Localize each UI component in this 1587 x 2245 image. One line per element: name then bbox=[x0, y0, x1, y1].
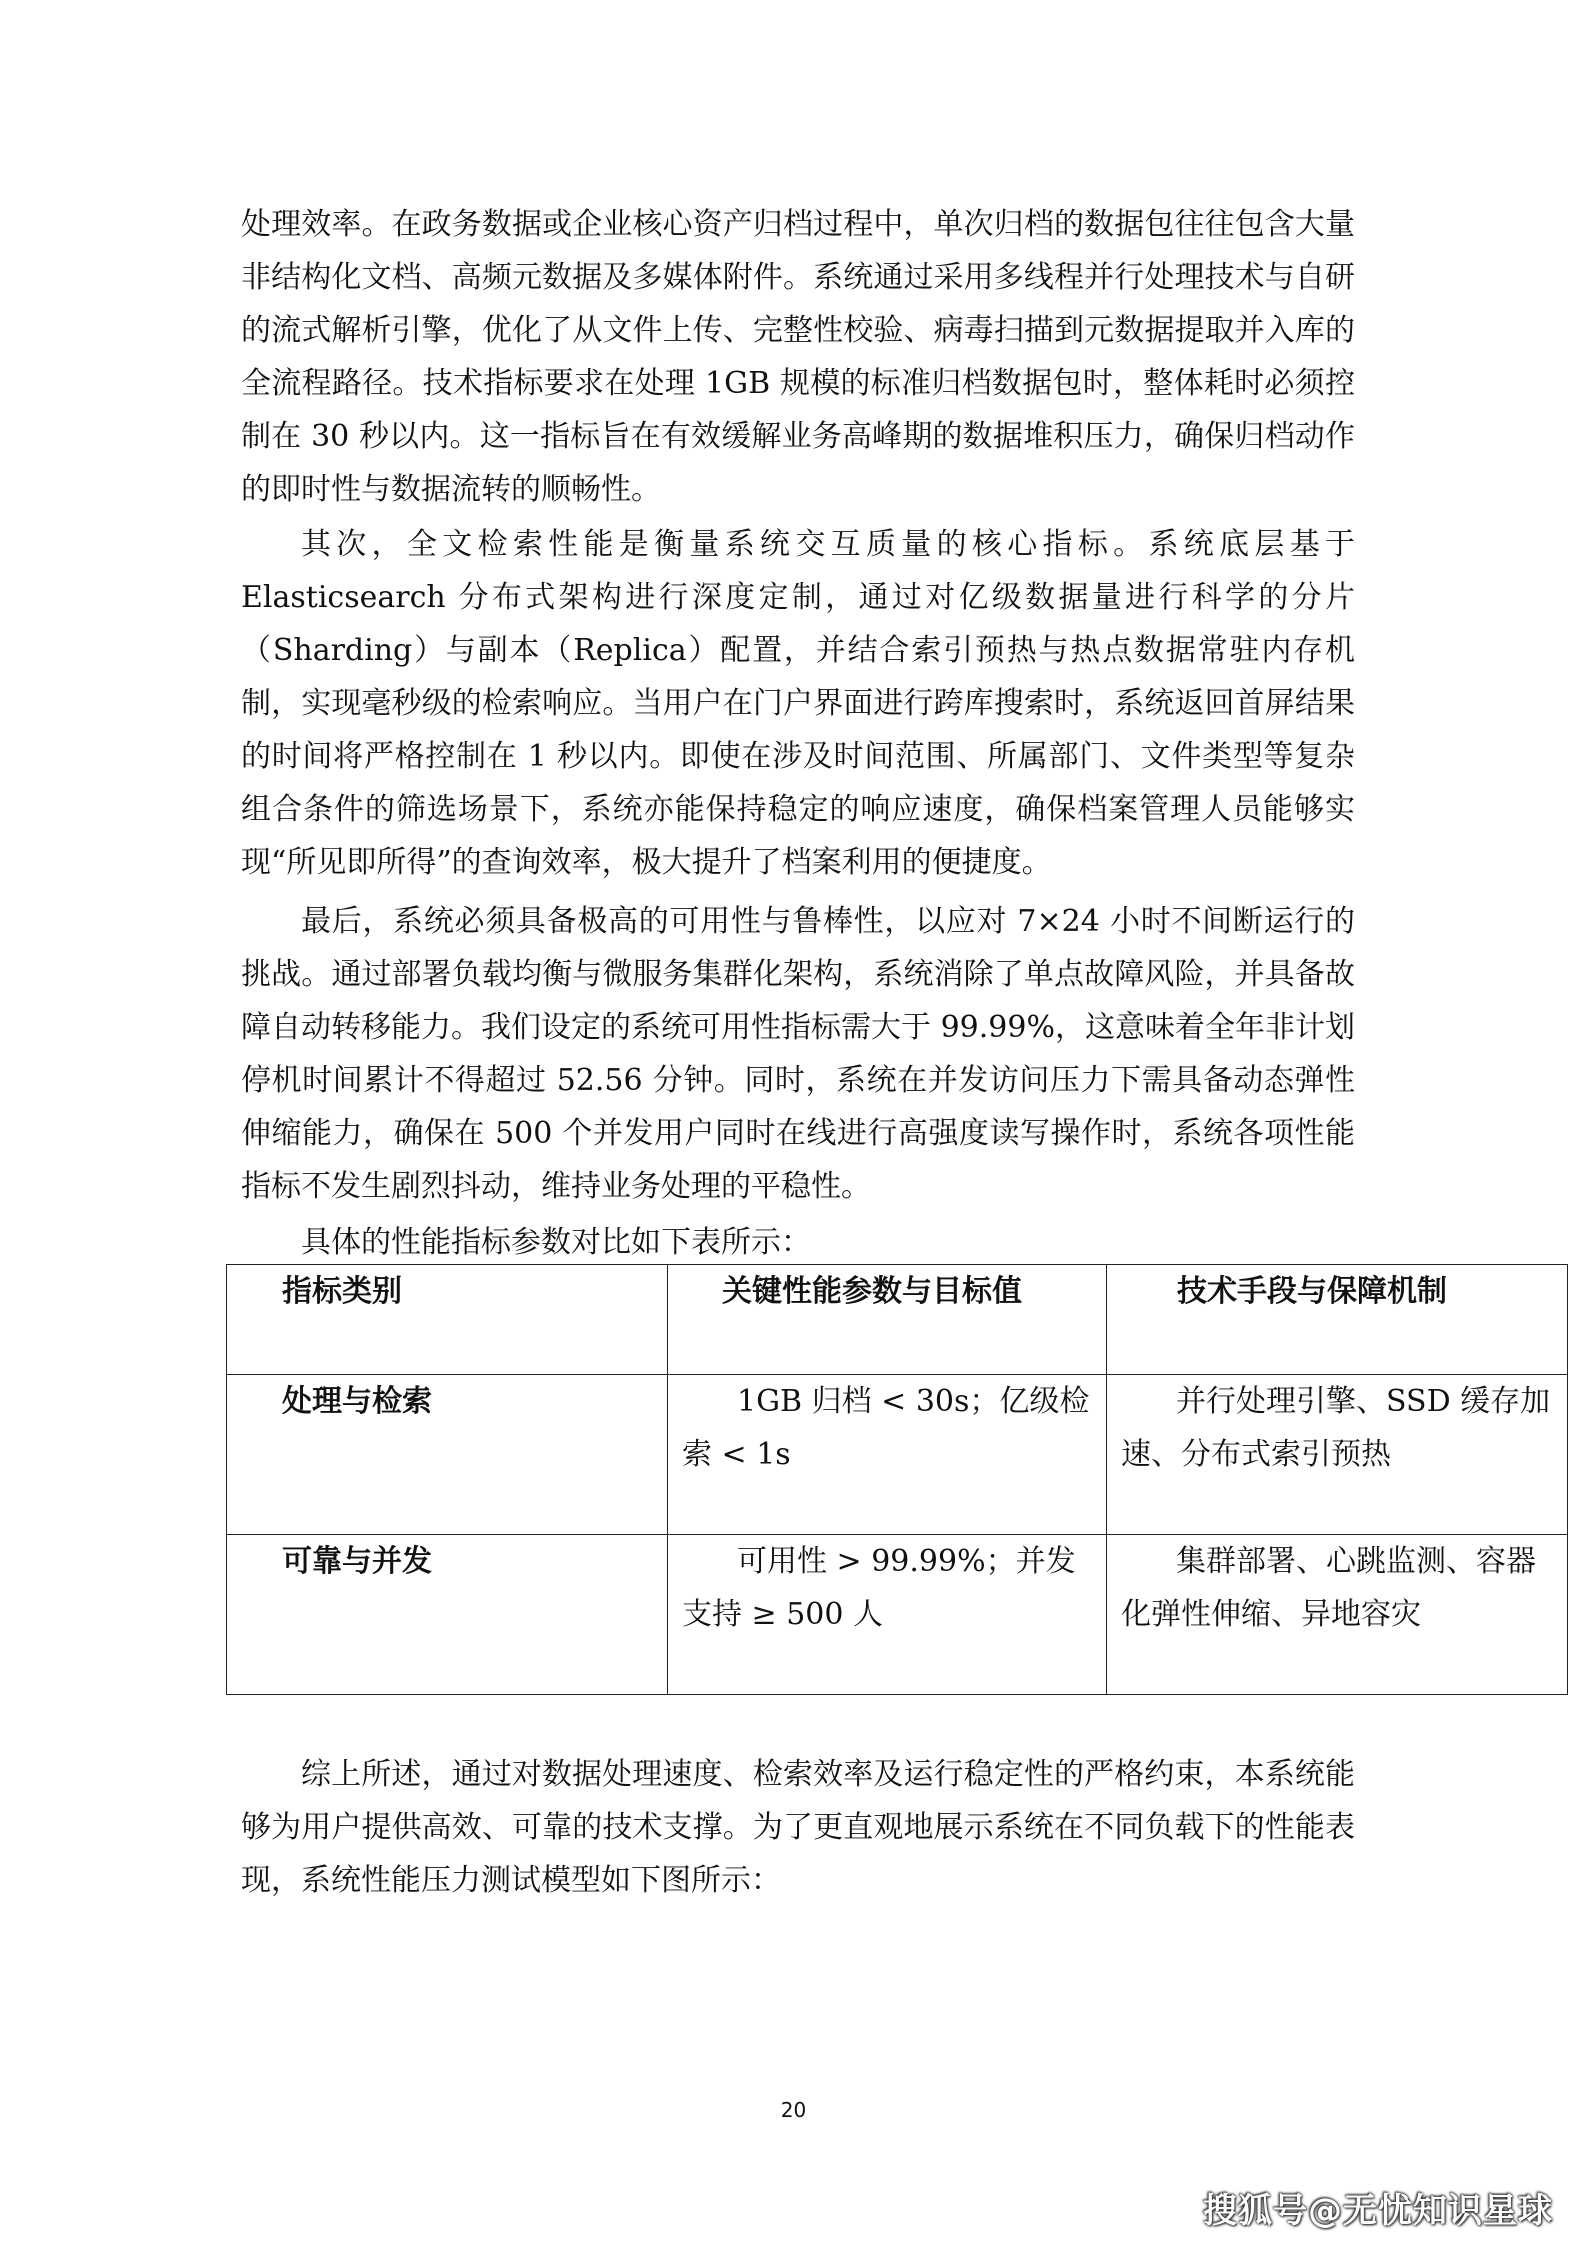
table-header-means: 技术手段与保障机制 bbox=[1107, 1265, 1568, 1375]
table-cell-category: 处理与检索 bbox=[227, 1375, 668, 1535]
table-header-category: 指标类别 bbox=[227, 1265, 668, 1375]
paragraph-text: 综上所述，通过对数据处理速度、检索效率及运行稳定性的严格约束，本系统能够为用户提供高效、可靠的技术支撑。为了更直观地展示系统在不同负载下的性能表现，系统性能压力测试模型如下图所示： bbox=[241, 1757, 1355, 1898]
paragraph-text: 最后，系统必须具备极高的可用性与鲁棒性，以应对 7×24 小时不间断运行的挑战。通过部署负载均衡与微服务集群化架构，系统消除了单点故障风险，并具备故障自动转移能力。我们设定的系统可用性指标需大于 99.99%，这意味着全年非计划停机时间累计不得超过 52.56 分钟。同时，系统在并发访问压力下需具备动态弹性伸缩能力，确保在 500 个并发用户同时在线进行高强度读写操作时，系统各项性能指标不发生剧烈抖动，维持业务处理的平稳性。 bbox=[241, 904, 1355, 1204]
paragraph-processing-efficiency bbox=[241, 198, 1355, 516]
watermark: 搜狐号@无忧知识星球 bbox=[1203, 2191, 1553, 2231]
table-cell-means: 并行处理引擎、SSD 缓存加速、分布式索引预热 bbox=[1107, 1375, 1568, 1535]
table-row bbox=[227, 1535, 1568, 1695]
performance-metrics-table bbox=[226, 1264, 1568, 1695]
table-cell-category: 可靠与并发 bbox=[227, 1535, 668, 1695]
paragraph-text: 具体的性能指标参数对比如下表所示： bbox=[301, 1225, 811, 1260]
table-cell-means: 集群部署、心跳监测、容器化弹性伸缩、异地容灾 bbox=[1107, 1535, 1568, 1695]
paragraph-summary bbox=[241, 1748, 1355, 1907]
table-header-params: 关键性能参数与目标值 bbox=[668, 1265, 1107, 1375]
page-number: 20 bbox=[780, 2098, 807, 2122]
paragraph-search-performance bbox=[241, 518, 1355, 889]
paragraph-table-intro bbox=[241, 1216, 1355, 1269]
table-row bbox=[227, 1375, 1568, 1535]
paragraph-availability bbox=[241, 895, 1355, 1213]
table-cell-params: 1GB 归档 < 30s；亿级检索 < 1s bbox=[668, 1375, 1107, 1535]
paragraph-text: 处理效率。在政务数据或企业核心资产归档过程中，单次归档的数据包往往包含大量非结构化文档、高频元数据及多媒体附件。系统通过采用多线程并行处理技术与自研的流式解析引擎，优化了从文件上传、完整性校验、病毒扫描到元数据提取并入库的全流程路径。技术指标要求在处理 1GB 规模的标准归档数据包时，整体耗时必须控制在 30 秒以内。这一指标旨在有效缓解业务高峰期的数据堆积压力，确保归档动作的即时性与数据流转的顺畅性。 bbox=[241, 207, 1355, 507]
table-cell-params: 可用性 > 99.99%；并发支持 ≥ 500 人 bbox=[668, 1535, 1107, 1695]
table-header-row bbox=[227, 1265, 1568, 1375]
paragraph-text: 其次，全文检索性能是衡量系统交互质量的核心指标。系统底层基于 Elasticsearch 分布式架构进行深度定制，通过对亿级数据量进行科学的分片（Sharding）与副本（Replica）配置，并结合索引预热与热点数据常驻内存机制，实现毫秒级的检索响应。当用户在门户界面进行跨库搜索时，系统返回首屏结果的时间将严格控制在 1 秒以内。即使在涉及时间范围、所属部门、文件类型等复杂组合条件的筛选场景下，系统亦能保持稳定的响应速度，确保档案管理人员能够实现“所见即所得”的查询效率，极大提升了档案利用的便捷度。 bbox=[241, 527, 1355, 880]
